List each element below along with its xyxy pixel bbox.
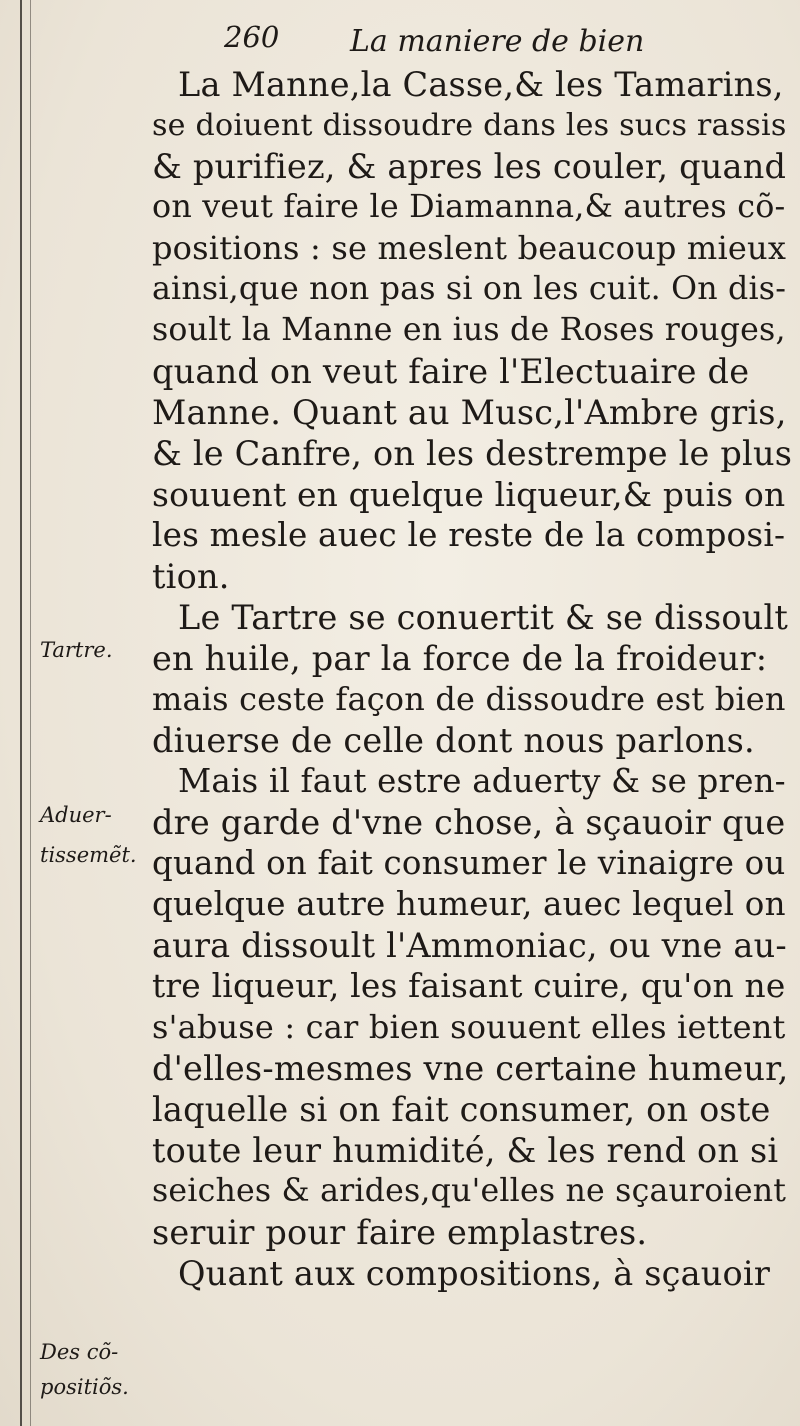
text-line: & le Canfre, on les destrempe le plus [152, 434, 793, 473]
binding-edge [20, 0, 22, 1426]
binding-edge-inner [30, 0, 31, 1426]
running-title: La maniere de bien [350, 24, 645, 59]
text-line: Mais il faut estre aduerty & se pren- [178, 762, 786, 800]
text-line: Le Tartre se conuertit & se dissoult [178, 598, 789, 637]
text-line: quand on fait consumer le vinaigre ou [152, 844, 786, 882]
text-line: diuerse de celle dont nous parlons. [152, 721, 755, 760]
text-line: Quant aux compositions, à sçauoir [178, 1254, 771, 1293]
text-line: seiches & arides,qu'elles ne sçauroient [152, 1173, 787, 1209]
text-line: & purifiez, & apres les couler, quand [152, 147, 787, 186]
text-line: quelque autre humeur, auec lequel on [152, 885, 786, 923]
text-line: dre garde d'vne chose, à sçauoir que [152, 803, 786, 842]
margin-note-compositions-2: positiõs. [40, 1375, 129, 1399]
text-line: d'elles-mesmes vne certaine humeur, [152, 1049, 789, 1088]
text-line: se doiuent dissoudre dans les sucs rassis [152, 108, 787, 143]
text-line: souuent en quelque liqueur,& puis on [152, 475, 786, 514]
text-line: s'abuse : car bien souuent elles iettent [152, 1008, 786, 1046]
text-line: en huile, par la force de la froideur: [152, 639, 768, 678]
text-line: on veut faire le Diamanna,& autres cõ- [152, 189, 786, 225]
margin-note-aduertissement-2: tissemẽt. [40, 843, 137, 867]
text-line: mais ceste façon de dissoudre est bien [152, 680, 786, 718]
text-line: quand on veut faire l'Electuaire de [152, 352, 750, 391]
text-line: tion. [152, 557, 230, 596]
text-line: aura dissoult l'Ammoniac, ou vne au- [152, 926, 787, 965]
text-line: les mesle auec le reste de la composi- [152, 516, 786, 554]
text-line: laquelle si on fait consumer, on oste [152, 1090, 771, 1129]
text-line: seruir pour faire emplastres. [152, 1213, 648, 1252]
running-head [0, 14, 800, 64]
text-line: La Manne,la Casse,& les Tamarins, [178, 65, 784, 104]
text-line: tre liqueur, les faisant cuire, qu'on ne [152, 967, 786, 1005]
text-line: soult la Manne en ius de Roses rouges, [152, 312, 786, 348]
text-line: ainsi,que non pas si on les cuit. On dis- [152, 271, 787, 307]
margin-note-compositions-1: Des cõ- [40, 1340, 119, 1364]
margin-note-aduertissement-1: Aduer- [40, 803, 112, 827]
text-line: Manne. Quant au Musc,l'Ambre gris, [152, 393, 787, 432]
text-line: toute leur humidité, & les rend on si [152, 1131, 779, 1170]
body-text [152, 64, 792, 1294]
page-number: 260 [224, 20, 280, 54]
margin-note-tartre: Tartre. [40, 638, 113, 662]
text-line: positions : se meslent beaucoup mieux [152, 229, 787, 267]
